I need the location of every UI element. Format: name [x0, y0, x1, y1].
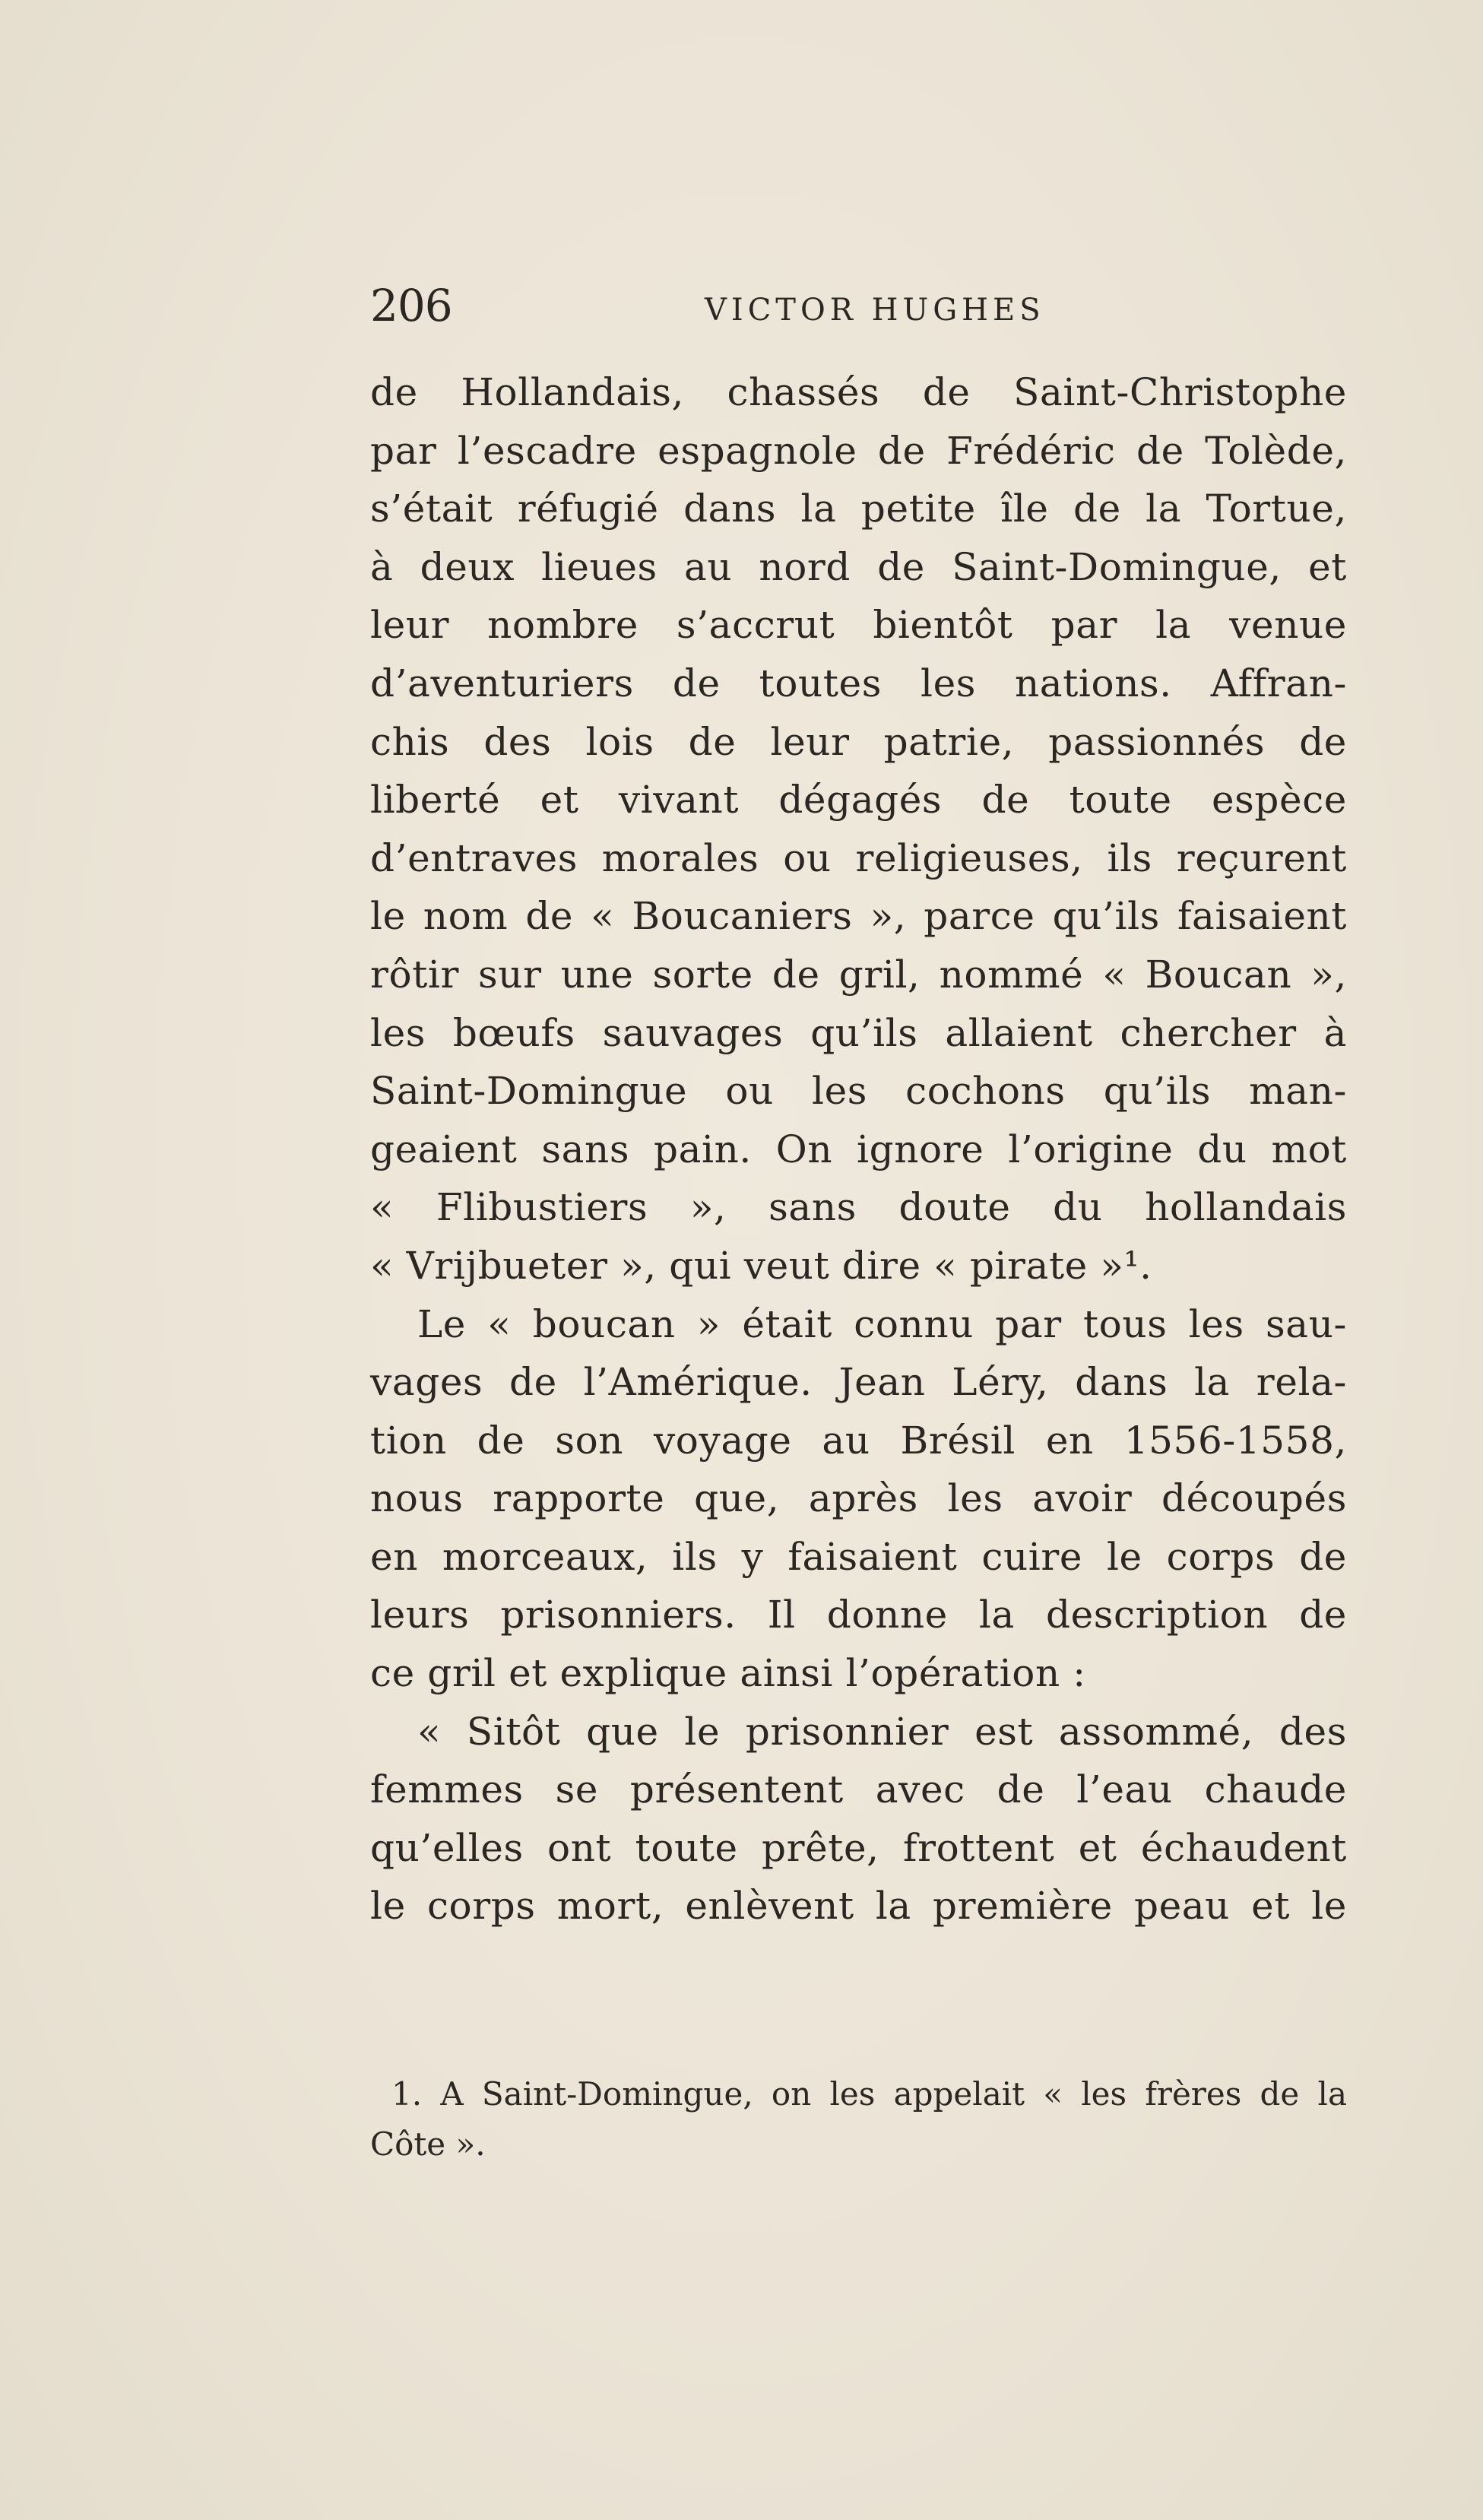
footnote-line: 1. A Saint-Domingue, on les appelait « les frères de la — [391, 2075, 1347, 2113]
text-line: le nom de « Boucaniers », parce qu’ils faisaient — [370, 894, 1347, 939]
text-line: « Flibustiers », sans doute du hollandais — [370, 1185, 1347, 1230]
text-line: s’était réfugié dans la petite île de la Tortue, — [370, 487, 1347, 531]
text-line: les bœufs sauvages qu’ils allaient chercher à — [370, 1010, 1347, 1055]
text-line: liberté et vivant dégagés de toute espèce — [370, 778, 1347, 823]
text-line: de Hollandais, chassés de Saint-Christophe — [370, 370, 1347, 414]
text-line: Le « boucan » était connu par tous les sau- — [417, 1301, 1347, 1346]
text-line: leur nombre s’accrut bientôt par la venue — [370, 603, 1347, 648]
text-line: d’entraves morales ou religieuses, ils reçurent — [370, 835, 1347, 880]
body-text — [370, 363, 1347, 1935]
text-line: à deux lieues au nord de Saint-Domingue, et — [370, 544, 1347, 589]
text-line: « Sitôt que le prisonnier est assommé, des — [417, 1709, 1347, 1754]
page-number: 206 — [370, 280, 452, 331]
text-line: geaient sans pain. On ignore l’origine du mot — [370, 1127, 1347, 1171]
text-line: d’aventuriers de toutes les nations. Affran- — [370, 661, 1347, 705]
running-title: VICTOR HUGHES — [705, 293, 1045, 328]
text-line: chis des lois de leur patrie, passionnés de — [370, 719, 1347, 764]
text-line: le corps mort, enlèvent la première peau et le — [370, 1884, 1347, 1929]
text-line: femmes se présentent avec de l’eau chaude — [370, 1767, 1347, 1812]
text-line: tion de son voyage au Brésil en 1556-1558, — [370, 1418, 1347, 1463]
footnote-line: Côte ». — [370, 2125, 486, 2163]
text-line: rôtir sur une sorte de gril, nommé « Boucan », — [370, 952, 1347, 997]
text-line: qu’elles ont toute prête, frottent et échaudent — [370, 1825, 1347, 1870]
text-line: ce gril et explique ainsi l’opération : — [370, 1651, 1086, 1696]
text-line: en morceaux, ils y faisaient cuire le corps de — [370, 1534, 1347, 1579]
text-line: leurs prisonniers. Il donne la description de — [370, 1593, 1347, 1637]
text-line: Saint-Domingue ou les cochons qu’ils man- — [370, 1069, 1347, 1114]
page-header — [370, 275, 1343, 336]
footnote — [370, 2069, 1347, 2170]
text-line: nous rapporte que, après les avoir découpés — [370, 1476, 1347, 1521]
text-line: par l’escadre espagnole de Frédéric de Tolède, — [370, 428, 1347, 473]
text-line: vages de l’Amérique. Jean Léry, dans la rela- — [370, 1360, 1347, 1405]
text-line: « Vrijbueter », qui veut dire « pirate »¹. — [370, 1243, 1152, 1288]
